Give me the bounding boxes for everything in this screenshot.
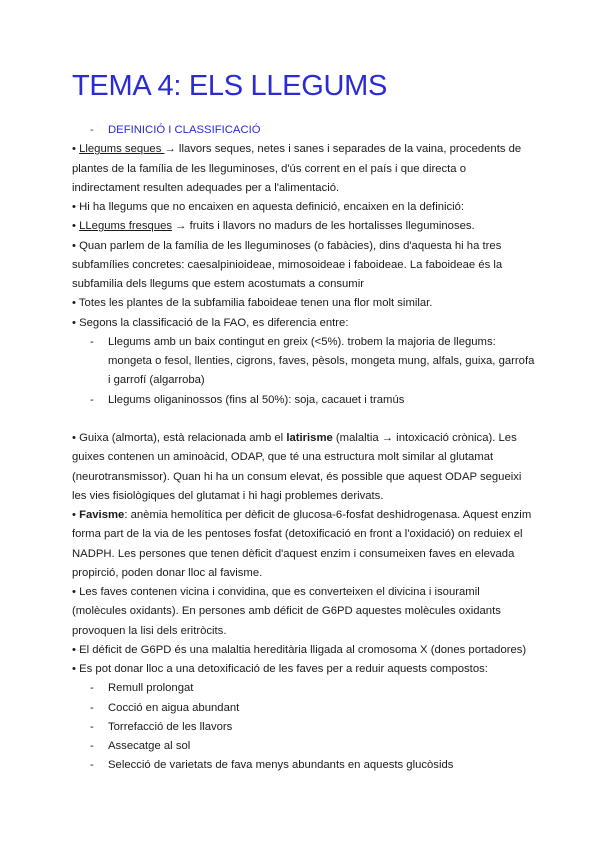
text-span: indirectament resulten adequades per a l'alimentació. (72, 181, 340, 194)
text-span: forma part de la via de les pentoses fosfat (detoxificació en front a l'oxidació) on reduiex el (72, 528, 523, 541)
text-span: • Hi ha llegums que no encaixen en aquesta definició, encaixen en la definició: (72, 201, 465, 213)
text-span: : anèmia hemolítica per dèficit de glucosa-6-fosfat deshidrogenasa. Aquest enzim (124, 509, 532, 521)
text-line (72, 179, 542, 198)
page-title: TEMA 4: ELS LLEGUMS (72, 70, 388, 102)
list-dash: - (90, 393, 94, 406)
text-line (72, 275, 542, 294)
section-heading (72, 121, 542, 140)
paragraph (72, 314, 542, 333)
paragraph (72, 660, 542, 679)
text-line (72, 718, 542, 737)
text-span: i garrofí (algarroba) (108, 374, 205, 387)
list-dash: - (90, 759, 94, 772)
text-span: subfamílies concretes: caesalpinioideae, mimosoideae i faboideae. La faboideae és la (72, 258, 503, 271)
text-span: DEFINICIÓ I CLASSIFICACIÓ (108, 124, 261, 136)
sub-list-item (72, 737, 542, 756)
bold-term: latirisme (286, 432, 333, 444)
text-span: • El déficit de G6PD és una malaltia hereditària lligada al cromosoma X (dones portadores) (72, 643, 527, 656)
text-line (72, 121, 542, 140)
text-span: subfamilia dels llegums que estem acostumats a consumir (72, 278, 364, 290)
text-span: • Segons la classificació de la FAO, es diferencia entre: (72, 316, 349, 329)
text-line (72, 660, 542, 679)
text-line (72, 564, 542, 583)
sub-list-item (72, 718, 542, 737)
text-line (72, 256, 542, 275)
text-span: propirció, poden donar lloc al favisme. (72, 566, 263, 579)
list-dash: - (90, 740, 94, 752)
list-dash: - (90, 335, 94, 348)
paragraph (72, 429, 542, 506)
text-line (72, 314, 542, 333)
text-line (72, 237, 542, 256)
text-span: Remull prolongat (108, 682, 194, 695)
sub-list-item (72, 756, 542, 775)
sub-list-item (72, 679, 542, 698)
text-line (72, 641, 542, 660)
text-span: guixes contenen un aminoàcid, ODAP, que té una estructura molt similar al glutamat (72, 451, 494, 464)
text-line (72, 737, 542, 756)
text-line (72, 679, 542, 698)
text-line (72, 602, 542, 621)
text-span: • (72, 220, 80, 233)
list-dash: - (90, 701, 94, 714)
text-span: Selecció de varietats de fava menys abundants en aquests glucòsids (108, 759, 454, 772)
bold-term: Favisme (79, 509, 125, 521)
paragraph (72, 237, 542, 295)
text-span: • Es pot donar lloc a una detoxificació de les faves per a reduir aquests compostos: (72, 663, 488, 675)
text-line (72, 583, 542, 602)
text-span: Cocció en aigua abundant (108, 701, 240, 714)
text-line (72, 140, 542, 159)
text-span: • Quan parlem de la família de les lleguminoses (o fabàcies), dins d'aquesta hi ha tres (72, 239, 502, 252)
text-span: (neurotransmissor). Quan hi ha un consum elevat, és possible que aquest ODAP segueixi (72, 470, 522, 483)
text-line (72, 160, 542, 179)
sub-list-item (72, 391, 542, 410)
list-dash: - (90, 720, 94, 733)
text-span: Torrefacció de les llavors (108, 720, 233, 733)
text-span: • Les faves contenen vicina i convidina, que es converteixen el divicina i isouramil (72, 586, 480, 598)
list-dash: - (90, 124, 94, 136)
text-line (72, 429, 542, 448)
text-line (72, 525, 542, 544)
text-line (72, 487, 542, 506)
text-line (72, 198, 542, 217)
text-line (72, 756, 542, 775)
text-span: les vies fisiològiques del glutamat i hi hagi problemes derivats. (72, 489, 384, 502)
text-line (72, 506, 542, 525)
paragraph (72, 217, 542, 236)
paragraph (72, 641, 542, 660)
text-span: • (72, 143, 80, 156)
text-span: Llegums amb un baix contingut en greix (<5%). trobem la majoria de llegums: (108, 335, 496, 348)
text-span: • (72, 509, 80, 521)
text-line (72, 699, 542, 718)
text-span: (molècules oxidants). En persones amb déficit de G6PD aquestes molècules oxidants (72, 605, 501, 618)
text-span: NADPH. Les persones que tenen dèficit d'aquest enzim i consumeixen faves en elevada (72, 547, 515, 560)
text-span: provoquen la lisi dels eritròcits. (72, 624, 227, 637)
spacer (72, 410, 542, 429)
list-dash: - (90, 682, 94, 695)
sub-list-item (72, 333, 542, 391)
text-span: • Guixa (almorta), està relacionada amb el (72, 432, 287, 444)
text-span: → fruits i llavors no madurs de les hortalisses lleguminoses. (172, 220, 475, 233)
text-span: Assecatge al sol (108, 740, 191, 752)
text-span: → llavors seques, netes i sanes i separades de la vaina, procedents de (164, 143, 522, 156)
document-body (72, 121, 542, 776)
text-line (72, 545, 542, 564)
text-line (72, 352, 542, 371)
text-line (72, 333, 542, 352)
paragraph (72, 294, 542, 313)
text-span: plantes de la família de les lleguminoses, d'ús corrent en el país i que directa o (72, 162, 467, 175)
text-span: Llegums oliganinossos (fins al 50%): soja, cacauet i tramús (108, 393, 405, 406)
text-line (72, 294, 542, 313)
paragraph (72, 583, 542, 641)
underlined-term: LLegums fresques (79, 220, 173, 233)
sub-list-item (72, 699, 542, 718)
text-line (72, 371, 542, 390)
text-line (72, 448, 542, 467)
text-span: mongeta o fesol, llenties, cigrons, faves, pèsols, mongeta mung, alfals, guixa, garrofa (108, 355, 535, 367)
text-line (72, 391, 542, 410)
text-line (72, 622, 542, 641)
paragraph (72, 140, 542, 198)
text-line (72, 217, 542, 236)
text-span: • Totes les plantes de la subfamilia faboideae tenen una flor molt similar. (72, 297, 433, 310)
text-span: (malaltia → intoxicació crònica). Les (332, 432, 517, 444)
paragraph (72, 506, 542, 583)
underlined-term: Llegums seques (79, 143, 165, 156)
paragraph (72, 198, 542, 217)
text-line (72, 468, 542, 487)
